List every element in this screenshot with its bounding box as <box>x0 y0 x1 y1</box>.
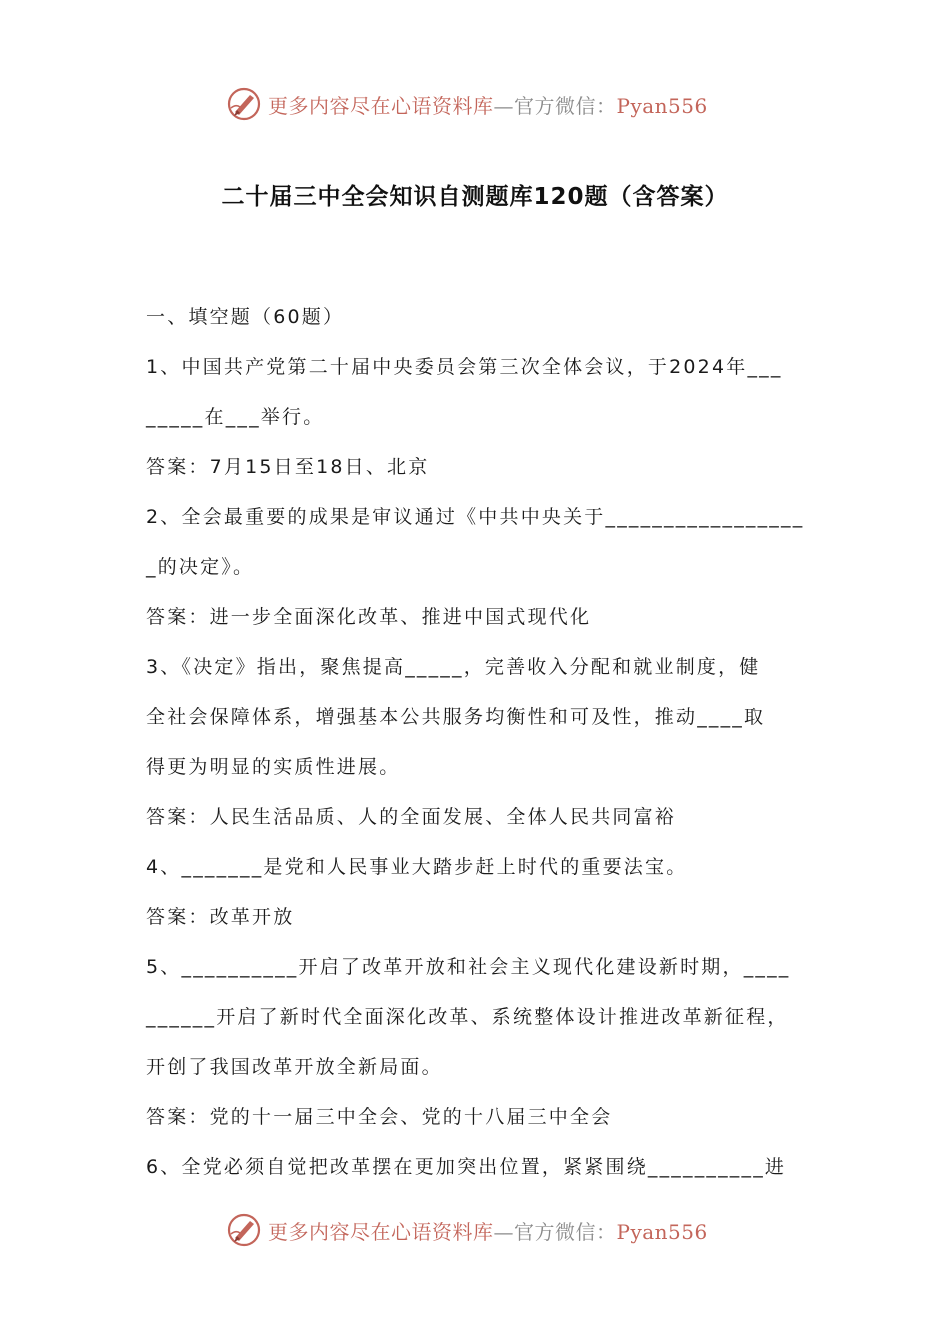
document-body <box>146 292 810 1192</box>
watermark-wechat-id: Pyan556 <box>616 1219 708 1244</box>
section-heading: 一、填空题（60题） <box>146 306 345 328</box>
watermark-footer <box>226 1210 708 1250</box>
watermark-main-text: 更多内容尽在心语资料库 <box>268 93 494 118</box>
watermark-wechat-id: Pyan556 <box>616 93 708 118</box>
question-line: _____在___举行。 <box>146 406 325 428</box>
answer-line: 答案：人民生活品质、人的全面发展、全体人民共同富裕 <box>146 806 677 828</box>
question-line: 6、全党必须自觉把改革摆在更加突出位置，紧紧围绕__________进 <box>146 1156 787 1178</box>
question-line: ______开启了新时代全面深化改革、系统整体设计推进改革新征程， <box>146 1006 789 1028</box>
question-line: 1、中国共产党第二十届中央委员会第三次全体会议，于2024年___ <box>146 356 783 378</box>
pen-circle-icon <box>226 1212 262 1248</box>
watermark-separator-text: —官方微信： <box>493 1219 617 1244</box>
watermark-separator-text: —官方微信： <box>493 93 617 118</box>
answer-line: 答案：改革开放 <box>146 906 295 928</box>
question-line: 5、__________开启了改革开放和社会主义现代化建设新时期，____ <box>146 956 791 978</box>
answer-line: 答案：党的十一届三中全会、党的十八届三中全会 <box>146 1106 613 1128</box>
question-line: 2、全会最重要的成果是审议通过《中共中央关于_________________ <box>146 506 805 528</box>
question-line: 4、_______是党和人民事业大踏步赶上时代的重要法宝。 <box>146 856 688 878</box>
question-line: 3、《决定》指出，聚焦提高_____，完善收入分配和就业制度，健 <box>146 656 761 678</box>
question-line: _的决定》。 <box>146 556 255 578</box>
pen-circle-icon <box>226 86 262 122</box>
watermark-text <box>268 1216 708 1245</box>
question-line: 全社会保障体系，增强基本公共服务均衡性和可及性，推动____取 <box>146 706 766 728</box>
question-line: 得更为明显的实质性进展。 <box>146 756 401 778</box>
watermark-header <box>226 84 708 124</box>
answer-line: 答案：7月15日至18日、北京 <box>146 456 430 478</box>
answer-line: 答案：进一步全面深化改革、推进中国式现代化 <box>146 606 592 628</box>
watermark-main-text: 更多内容尽在心语资料库 <box>268 1219 494 1244</box>
question-line: 开创了我国改革开放全新局面。 <box>146 1056 443 1078</box>
watermark-text <box>268 90 708 119</box>
document-title: 二十届三中全会知识自测题库120题（含答案） <box>221 184 729 210</box>
